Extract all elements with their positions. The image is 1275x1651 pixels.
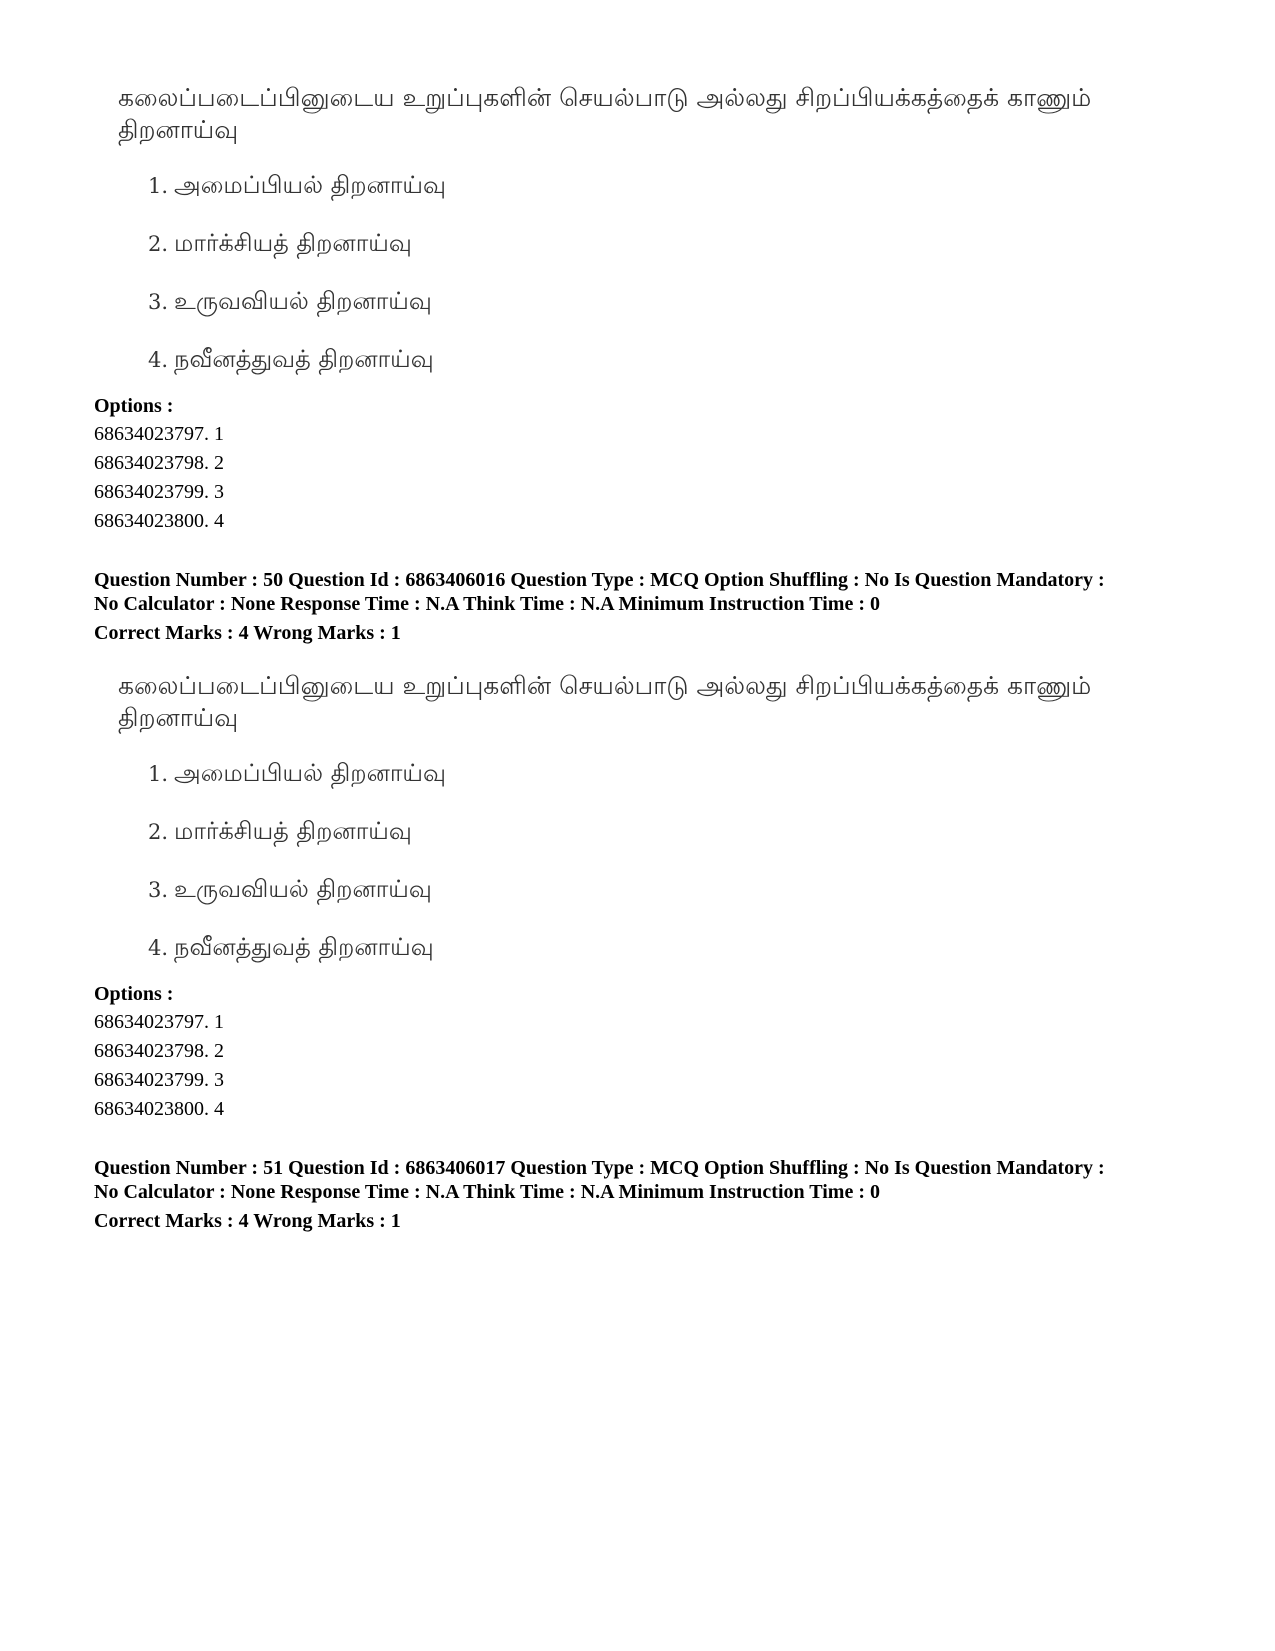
choice-number: 3.	[148, 878, 169, 902]
marks-line: Correct Marks : 4 Wrong Marks : 1	[94, 622, 401, 644]
choice-list	[118, 756, 1178, 964]
question-text: கலைப்படைப்பினுடைய உறுப்புகளின் செயல்பாடு அல்லது சிறப்பியக்கத்தைக் காணும் திறனாய்வு	[118, 671, 1092, 732]
options-section	[94, 392, 694, 536]
option-row: 68634023800. 4	[94, 510, 224, 532]
choice-number: 3.	[148, 290, 169, 314]
choice-item	[148, 226, 1178, 260]
choice-text: மார்க்சியத் திறனாய்வு	[174, 817, 412, 845]
option-row: 68634023799. 3	[94, 1069, 224, 1091]
option-row: 68634023800. 4	[94, 1098, 224, 1120]
choice-item	[148, 342, 1178, 376]
choice-list	[118, 168, 1178, 376]
choice-item	[148, 814, 1178, 848]
choice-number: 4.	[148, 936, 169, 960]
question-meta-50	[94, 568, 1204, 647]
choice-number: 1.	[148, 174, 169, 198]
option-row: 68634023798. 2	[94, 1040, 224, 1062]
choice-number: 4.	[148, 348, 169, 372]
option-row: 68634023797. 1	[94, 423, 224, 445]
question-image-49	[118, 82, 1178, 400]
choice-text: உருவவியல் திறனாய்வு	[174, 875, 432, 903]
choice-item	[148, 284, 1178, 318]
question-image-50	[118, 670, 1178, 988]
marks-line: Correct Marks : 4 Wrong Marks : 1	[94, 1210, 401, 1232]
option-row: 68634023799. 3	[94, 481, 224, 503]
choice-text: மார்க்சியத் திறனாய்வு	[174, 229, 412, 257]
choice-item	[148, 930, 1178, 964]
option-row: 68634023797. 1	[94, 1011, 224, 1033]
choice-item	[148, 168, 1178, 202]
choice-text: நவீனத்துவத் திறனாய்வு	[174, 345, 434, 373]
options-label: Options :	[94, 983, 174, 1005]
options-section	[94, 980, 694, 1124]
choice-item	[148, 756, 1178, 790]
choice-number: 2.	[148, 232, 169, 256]
choice-text: அமைப்பியல் திறனாய்வு	[174, 759, 446, 787]
question-text: கலைப்படைப்பினுடைய உறுப்புகளின் செயல்பாடு அல்லது சிறப்பியக்கத்தைக் காணும் திறனாய்வு	[118, 83, 1092, 144]
choice-text: உருவவியல் திறனாய்வு	[174, 287, 432, 315]
choice-item	[148, 872, 1178, 906]
meta-line: Question Number : 50 Question Id : 6863406016 Question Type : MCQ Option Shuffling : No Is Question Mandatory :	[94, 569, 1105, 591]
meta-line: No Calculator : None Response Time : N.A Think Time : N.A Minimum Instruction Time : 0	[94, 593, 880, 615]
meta-line: No Calculator : None Response Time : N.A Think Time : N.A Minimum Instruction Time : 0	[94, 1181, 880, 1203]
choice-text: நவீனத்துவத் திறனாய்வு	[174, 933, 434, 961]
option-row: 68634023798. 2	[94, 452, 224, 474]
choice-text: அமைப்பியல் திறனாய்வு	[174, 171, 446, 199]
choice-number: 1.	[148, 762, 169, 786]
options-label: Options :	[94, 395, 174, 417]
question-meta-51	[94, 1156, 1204, 1235]
meta-line: Question Number : 51 Question Id : 6863406017 Question Type : MCQ Option Shuffling : No Is Question Mandatory :	[94, 1157, 1105, 1179]
choice-number: 2.	[148, 820, 169, 844]
